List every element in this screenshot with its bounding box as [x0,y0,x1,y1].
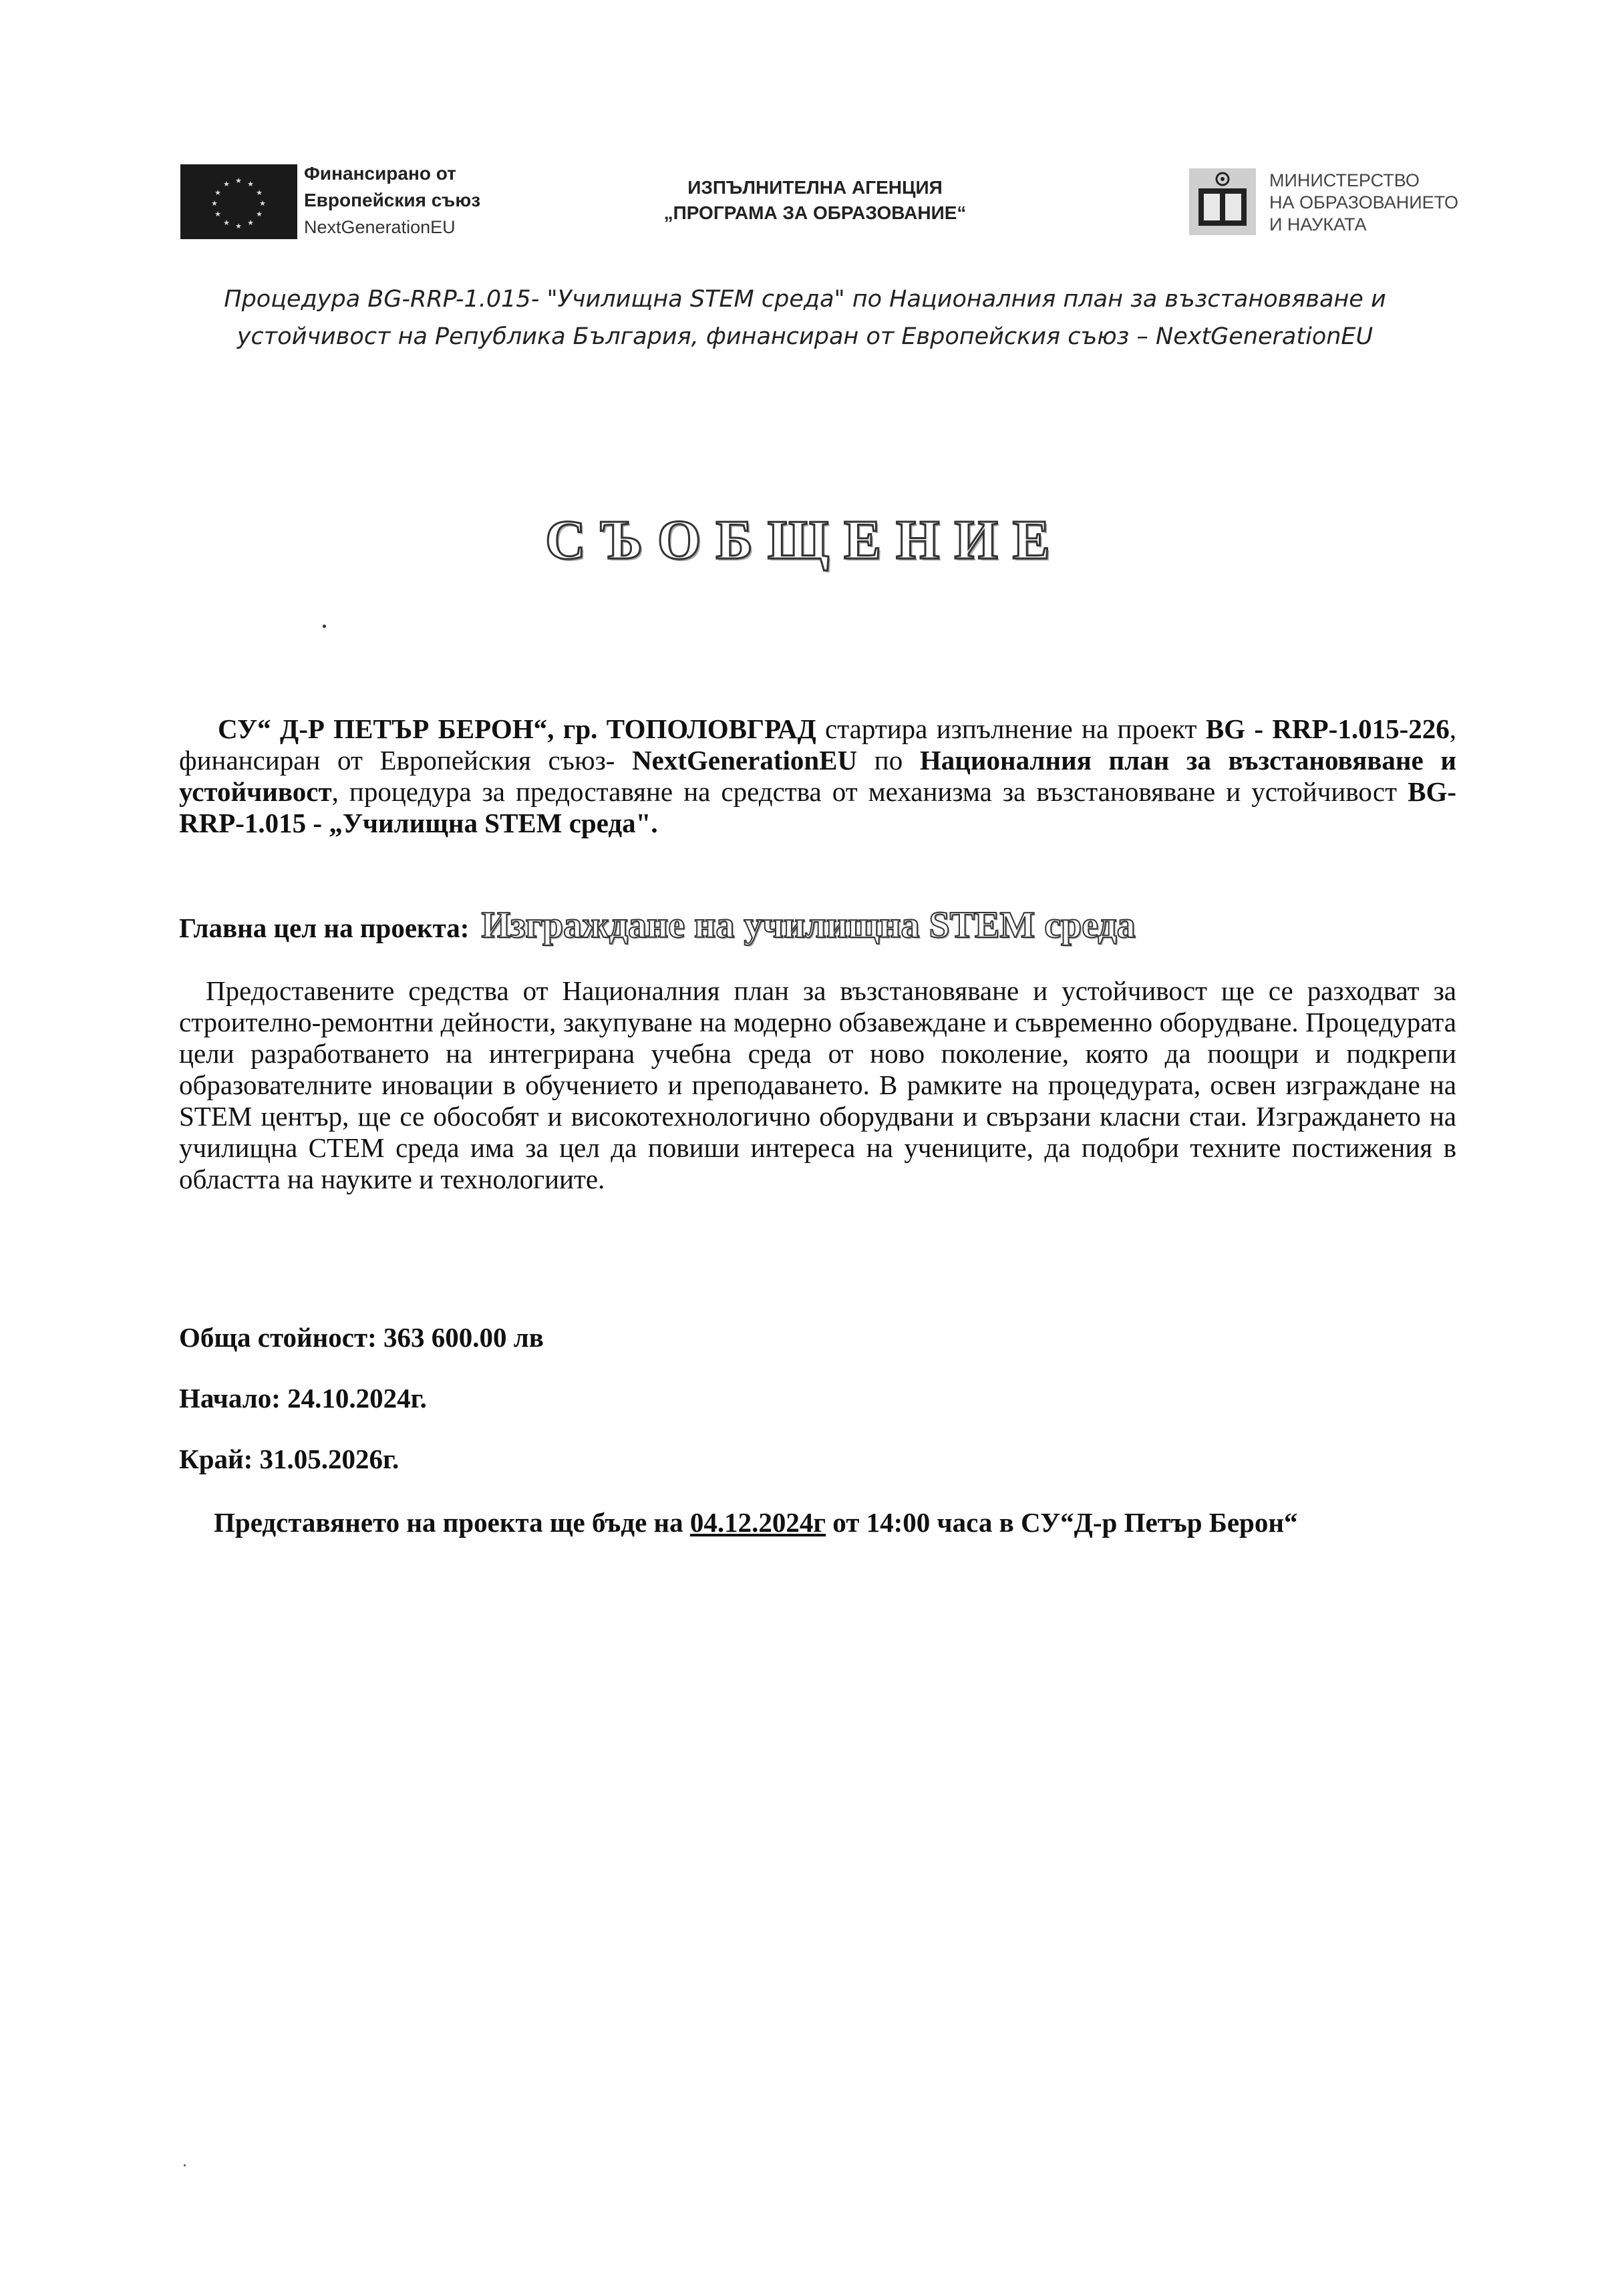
svg-text:★: ★ [247,180,254,188]
svg-text:★: ★ [235,176,242,185]
svg-text:★: ★ [256,210,263,218]
plan-name: Националния план за възстановяване и устойчивост [179,745,1456,807]
svg-text:★: ★ [235,222,242,230]
project-code: BG - RRP-1.015-226 [1205,713,1450,744]
intro-text-2: , финансиран от Европейския съюз- [179,713,1456,776]
total-cost: Обща стойност: 363 600.00 лв [179,1322,544,1353]
presentation-date: 04.12.2024г [689,1507,826,1538]
funder-name: NextGenerationEU [632,745,858,776]
agency-name [608,175,1022,226]
presentation-notice [179,1503,1435,1542]
eu-funding-logo [180,160,554,247]
end-date: Край: 31.05.2026г. [179,1444,399,1474]
presentation-text-2: от 14:00 часа в СУ“Д-р Петър Берон“ [826,1507,1298,1538]
svg-text:★: ★ [259,199,266,208]
ministry-logo [1189,160,1496,247]
page-title: СЪОБЩЕНИЕ [545,509,1065,571]
procedure-line2: устойчивост на Република България, финансиран от Европейския съюз – NextGenerationEU [236,323,1374,350]
school-name: СУ“ Д-Р ПЕТЪР БЕРОН“, гр. ТОПОЛОВГРАД [218,713,816,744]
agency-line2: „ПРОГРАМА ЗА ОБРАЗОВАНИЕ“ [663,202,967,223]
ministry-line1: МИНИСТЕРСТВО [1269,170,1420,190]
procedure-caption [187,281,1423,355]
svg-text:★: ★ [211,199,218,208]
description-paragraph: Предоставените средства от Националния план за възстановяване и устойчивост ще се разходват за строително-ремонтни дейности, закупуване на модерно обзавеждане и съвременно оборудване. Процедурата цели разработването на интегрирана учебна среда от ново поколение, която да поощри и подкрепи образователните иновации в обучението и преподаването. В рамките на процедурата, освен изграждане на STEM център, ще се обособят и високотехнологично оборудвани и свързани класни стаи. Изграждането на училищна СТЕМ среда има за цел да повиши интереса на учениците, да подобри техните постижения в областта на науките и технологиите. [179,975,1456,1194]
svg-text:★: ★ [214,210,221,218]
goal-label: Главна цел на проекта: [179,913,470,943]
eu-funded-line2: Европейския съюз [304,190,481,210]
document-header [180,160,1490,254]
svg-text:★: ★ [223,218,230,227]
svg-text:★: ★ [256,188,263,197]
eu-flag-icon [180,164,297,239]
goal-value: Изграждане на училищна STEM среда [481,905,1136,946]
intro-paragraph [179,713,1456,839]
scan-speck [184,2164,186,2166]
start-date: Начало: 24.10.2024г. [179,1383,427,1414]
procedure-line1: Процедура BG-RRP-1.015- "Училищна STEM среда" по Националния план за възстановяване и [224,286,1386,313]
intro-text-4: , процедура за предоставяне на средства от механизма за възстановяване и устойчивост [331,776,1408,807]
eu-funded-line1: Финансирано от [304,163,456,184]
main-goal [179,905,1456,948]
ministry-book-icon [1189,168,1256,235]
intro-text-1: стартира изпълнение на проект [816,713,1206,744]
ministry-line2: НА ОБРАЗОВАНИЕТО [1269,192,1458,212]
procedure-reference: BG-RRP-1.015 - „Училищна STEM среда". [179,776,1456,838]
presentation-text-1: Представянето на проекта ще бъде на [214,1507,690,1538]
intro-text-3: по [857,745,920,776]
svg-text:★: ★ [247,218,254,227]
ministry-line3: И НАУКАТА [1269,214,1367,234]
scan-dot [323,625,326,628]
agency-line1: ИЗПЪЛНИТЕЛНА АГЕНЦИЯ [687,177,943,198]
svg-text:★: ★ [214,188,221,197]
eu-funded-line3: NextGenerationEU [304,217,456,237]
svg-text:★: ★ [223,180,230,188]
